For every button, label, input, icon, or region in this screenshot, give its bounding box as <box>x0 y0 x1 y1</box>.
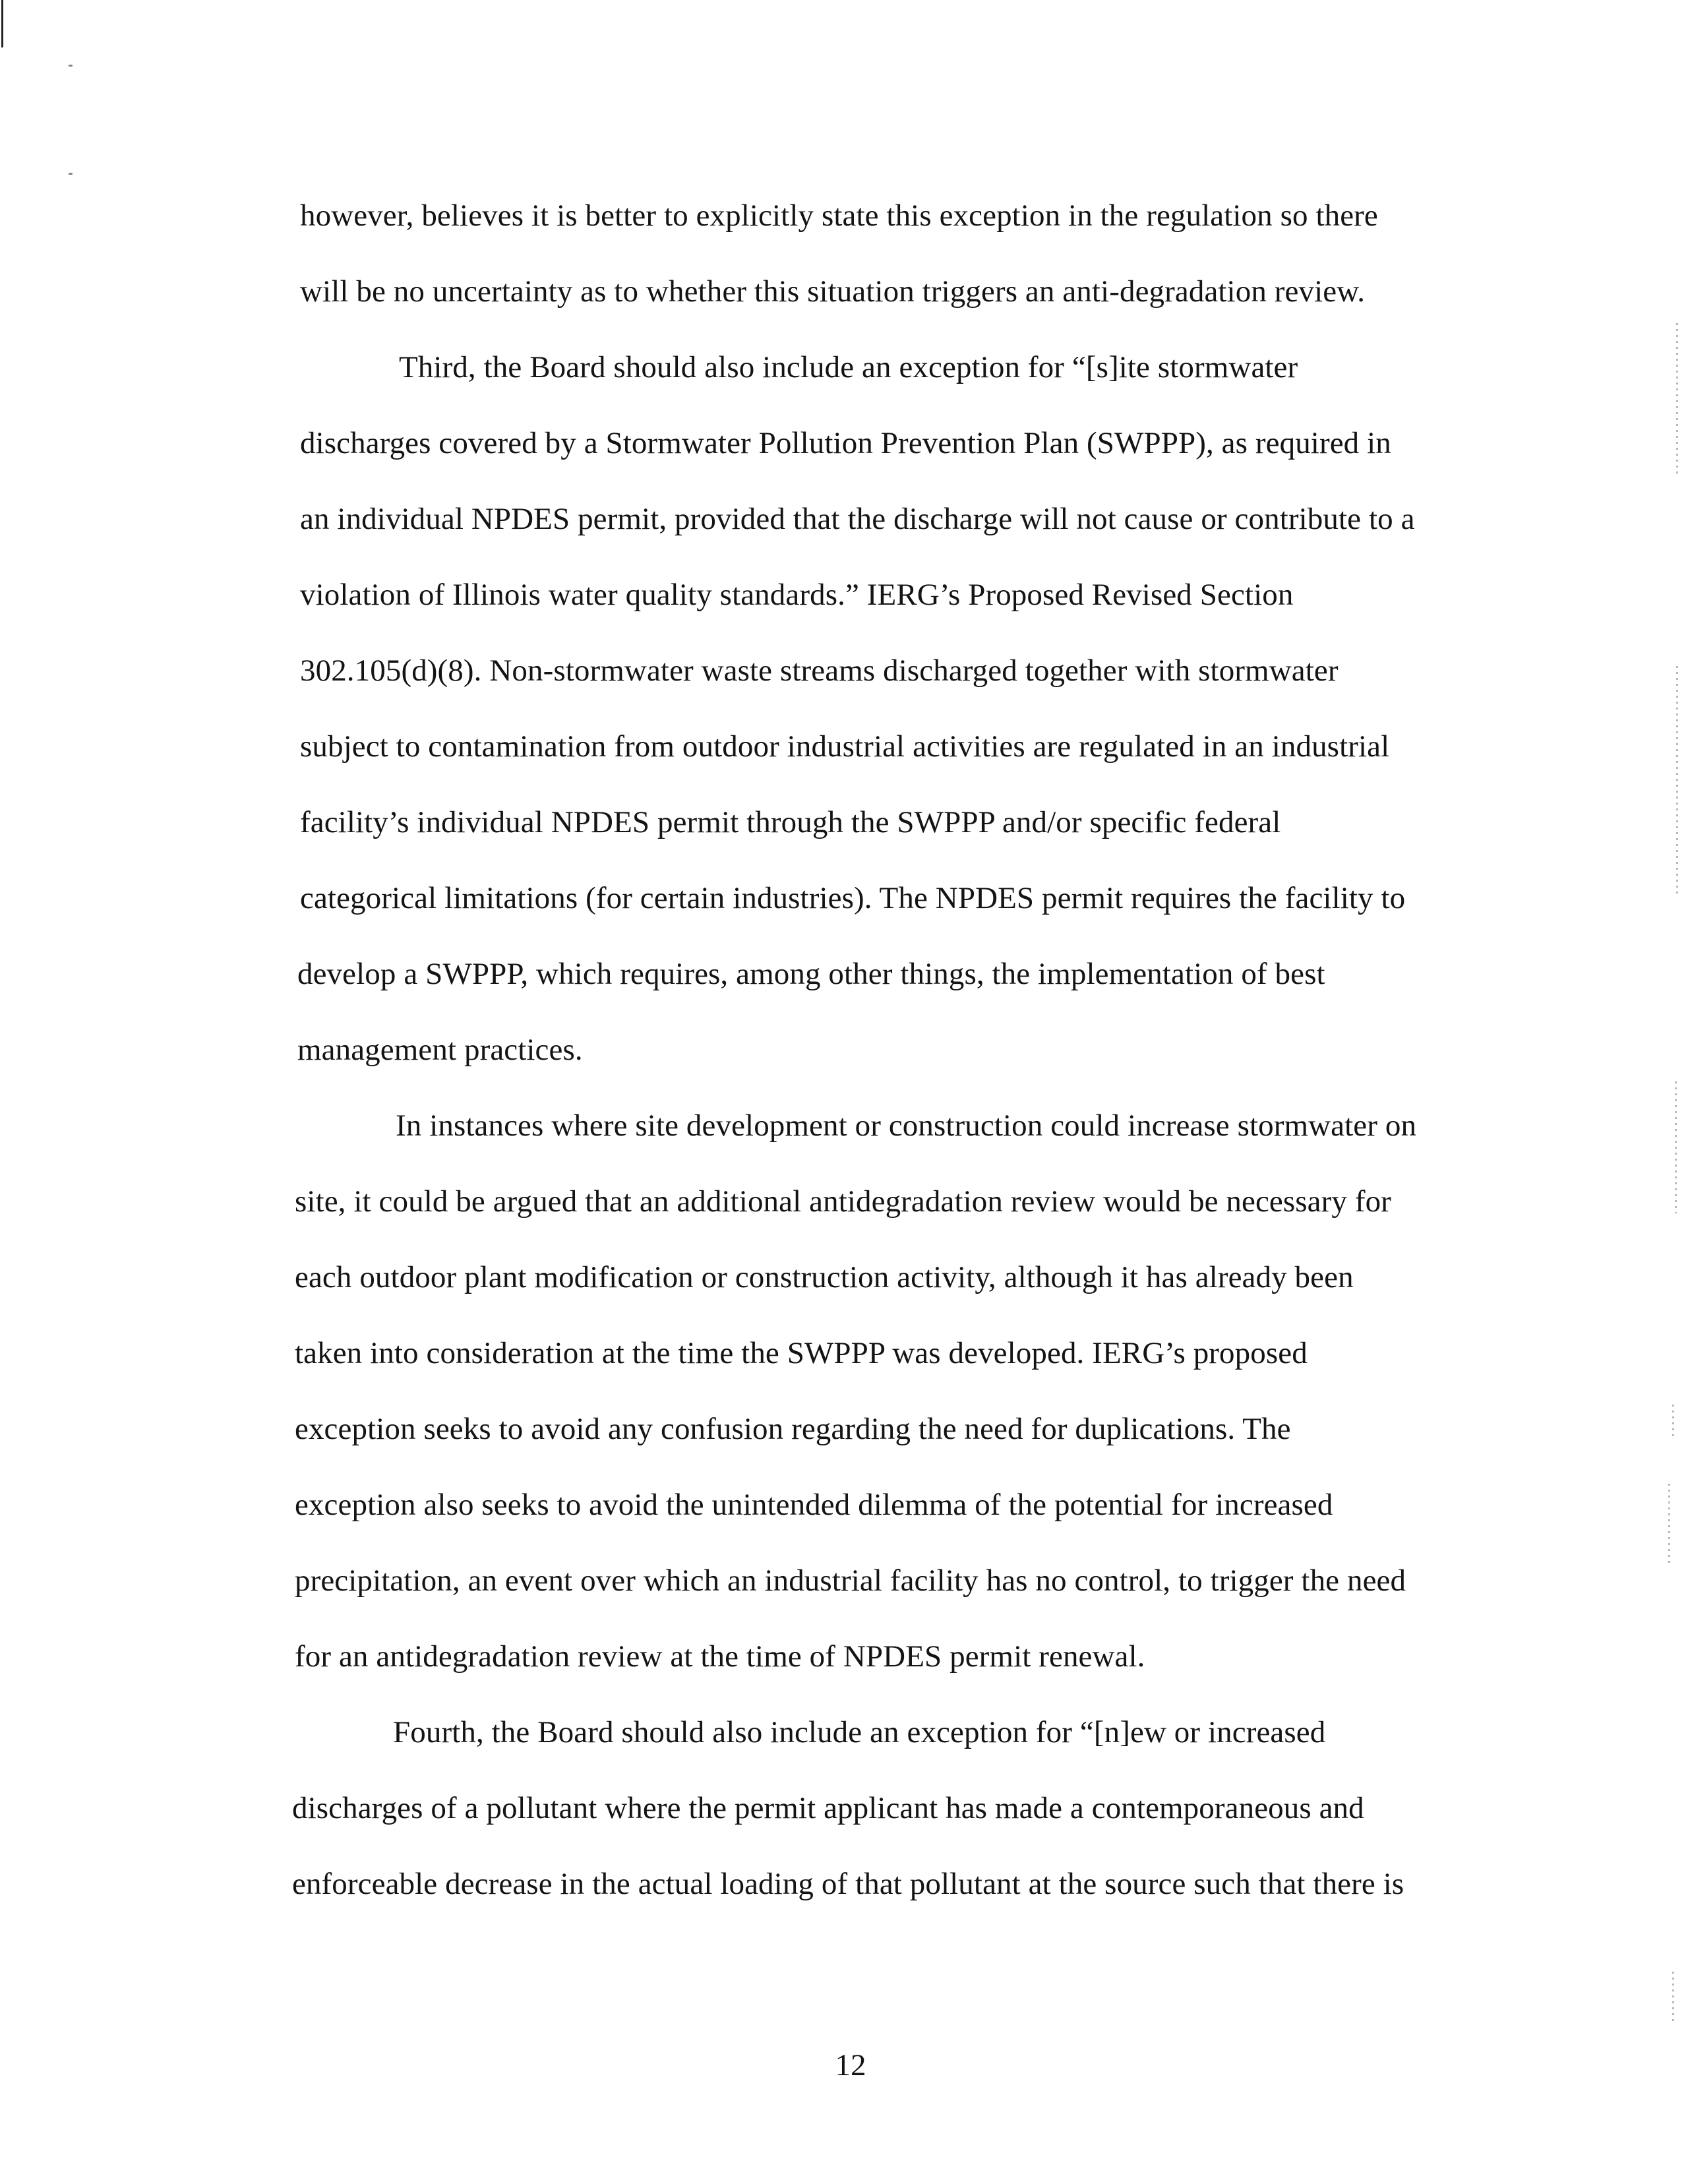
margin-scan-artifact <box>1676 323 1678 475</box>
body-line: develop a SWPPP, which requires, among other things, the implementation of best <box>297 957 1325 991</box>
body-line: enforceable decrease in the actual loading of that pollutant at the source such that there is <box>292 1867 1404 1901</box>
margin-scan-artifact <box>1672 1405 1674 1438</box>
body-line: facility’s individual NPDES permit through the SWPPP and/or specific federal <box>300 805 1281 839</box>
body-line: for an antidegradation review at the time of NPDES permit renewal. <box>295 1639 1145 1674</box>
body-line: exception seeks to avoid any confusion regarding the need for duplications. The <box>295 1412 1291 1446</box>
body-line: precipitation, an event over which an industrial facility has no control, to trigger the need <box>295 1563 1406 1598</box>
body-line: will be no uncertainty as to whether this situation triggers an anti-degradation review. <box>300 274 1366 309</box>
body-line: Fourth, the Board should also include an exception for “[n]ew or increased <box>393 1715 1326 1749</box>
scan-speck <box>69 65 73 67</box>
body-line: taken into consideration at the time the SWPPP was developed. IERG’s proposed <box>295 1336 1308 1370</box>
margin-scan-artifact <box>1675 1081 1677 1213</box>
body-line: discharges of a pollutant where the permit applicant has made a contemporaneous and <box>292 1791 1364 1825</box>
body-line: site, it could be argued that an additional antidegradation review would be necessary for <box>295 1184 1391 1219</box>
body-line: discharges covered by a Stormwater Pollution Prevention Plan (SWPPP), as required in <box>300 426 1391 460</box>
margin-scan-artifact <box>1668 1484 1670 1563</box>
body-line: Third, the Board should also include an exception for “[s]ite stormwater <box>399 350 1298 384</box>
margin-scan-artifact <box>1672 1972 1674 2024</box>
margin-scan-artifact <box>1676 666 1678 897</box>
body-line: exception also seeks to avoid the unintended dilemma of the potential for increased <box>295 1488 1333 1522</box>
body-line: however, believes it is better to explicitly state this exception in the regulation so there <box>300 198 1378 233</box>
scan-edge-mark <box>1 0 3 47</box>
body-line: In instances where site development or construction could increase stormwater on <box>396 1108 1417 1143</box>
body-line: management practices. <box>297 1033 583 1067</box>
body-line: violation of Illinois water quality standards.” IERG’s Proposed Revised Section <box>300 578 1294 612</box>
body-line: categorical limitations (for certain industries). The NPDES permit requires the facility to <box>300 881 1406 915</box>
body-line: an individual NPDES permit, provided that the discharge will not cause or contribute to a <box>300 502 1415 536</box>
page-number: 12 <box>835 2048 866 2082</box>
body-line: 302.105(d)(8). Non-stormwater waste streams discharged together with stormwater <box>300 653 1339 688</box>
body-line: subject to contamination from outdoor industrial activities are regulated in an industrial <box>300 729 1390 764</box>
scan-speck <box>69 173 73 175</box>
body-line: each outdoor plant modification or construction activity, although it has already been <box>295 1260 1354 1294</box>
